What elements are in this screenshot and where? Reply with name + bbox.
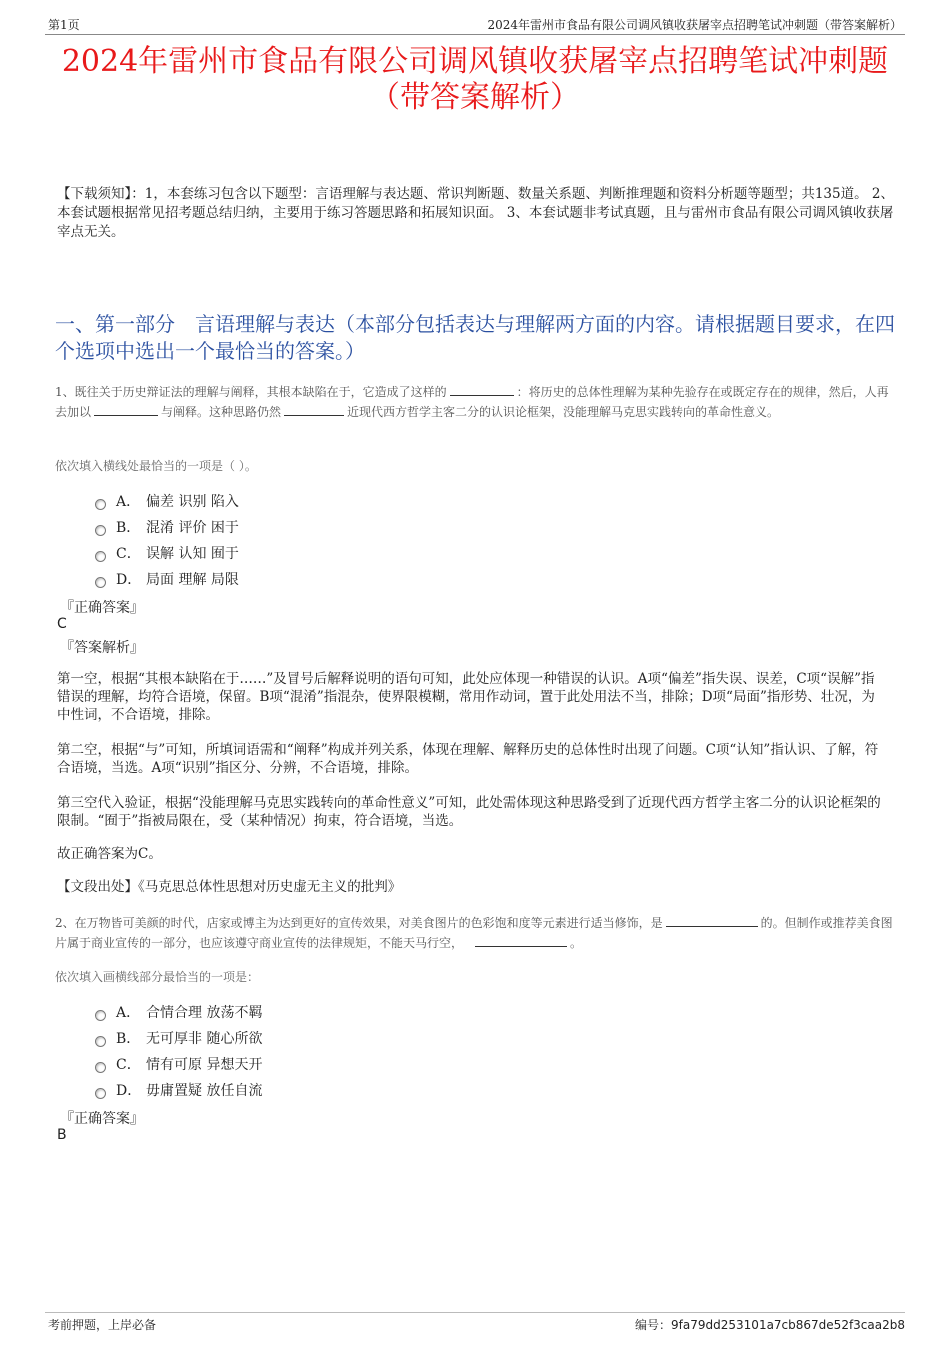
analysis-paragraph-2: 第二空，根据“与”可知，所填词语需和“阐释”构成并列关系，体现在理解、解释历史的总体性时出现了问题。C项“认知”指认识、了解，符合语境，当选。A项“识别”指区分、分辨，不合语境，排除。 [57,742,879,776]
page-header [45,12,905,35]
answer-label: 『正确答案』 [60,600,144,616]
footer-slogan: 考前押题，上岸必备 [48,1318,157,1332]
header-doc-title: 2024年雷州市食品有限公司调风镇收获屠宰点招聘笔试冲刺题（带答案解析） [487,18,902,32]
radio-icon[interactable] [95,525,106,536]
section-title: 一、第一部分 言语理解与表达（本部分包括表达与理解两方面的内容。请根据题目要求，在四个选项中选出一个最恰当的答案。） [55,312,895,363]
analysis-label: 『答案解析』 [60,640,144,656]
blank-1 [666,913,758,927]
answer-value: B [57,1127,67,1143]
analysis-paragraph-1: 第一空，根据“其根本缺陷在于……”及冒号后解释说明的语句可知，此处应体现一种错误的认识。A项“偏差”指失误、误差，C项“误解”指错误的理解，均符合语境，保留。B项“混淆”指混杂，使界限模糊，常用作动词，置于此处用法不当，排除；D项“局面”指形势、壮况，为中性词，不合语境，排除。 [57,671,875,723]
option-a[interactable]: A． 合情合理 放荡不羁 [95,999,262,1025]
option-d[interactable]: D． 毋庸置疑 放任自流 [95,1077,262,1103]
question-1-text: 1、既往关于历史辩证法的理解与阐释，其根本缺陷在于，它造成了这样的 ：将历史的总体性理解为某种先验存在或既定存在的规律，然后，人再去加以 与阐释。这种思路仍然 近现代西方哲学主客二分的认识论框架，没能理解马克思实践转向的革命性意义。 [55,382,895,422]
question-2-text: 2、在万物皆可美颜的时代，店家或博主为达到更好的宣传效果，对美食图片的色彩饱和度等元素进行适当修饰，是 的。但制作或推荐美食图片属于商业宣传的一部分，也应该遵守商业宣传的法律规矩，不能天马行空， 。 [55,913,895,953]
blank-3 [284,402,344,416]
page-title [40,44,910,116]
option-d[interactable]: D． 局面 理解 局限 [95,566,239,592]
option-c[interactable]: C． 误解 认知 囿于 [95,540,239,566]
title-line-2: （带答案解析） [370,80,580,115]
blank-2 [475,933,567,947]
answer-value: C [57,616,67,632]
radio-icon[interactable] [95,1036,106,1047]
radio-icon[interactable] [95,1062,106,1073]
option-c[interactable]: C． 情有可原 异想天开 [95,1051,262,1077]
option-b[interactable]: B． 混淆 评价 困于 [95,514,239,540]
radio-icon[interactable] [95,499,106,510]
download-notice: 【下载须知】：1，本套练习包含以下题型：言语理解与表达题、常识判断题、数量关系题、判断推理题和资料分析题等题型；共135道。 2、本套试题根据常见招考题总结归纳，主要用于练习答题思路和拓展知识面。 3、本套试题非考试真题，且与雷州市食品有限公司调风镇收获屠宰点无关。 [57,186,894,240]
analysis-paragraph-3: 第三空代入验证，根据“没能理解马克思实践转向的革命性意义”可知，此处需体现这种思路受到了近现代西方哲学主客二分的认识论框架的限制。“囿于”指被局限在，受（某种情况）拘束，符合语境，当选。 [57,795,881,829]
footer-code: 编号：9fa79dd253101a7cb867de52f3caa2b8 [635,1318,905,1332]
answer-label: 『正确答案』 [60,1111,144,1127]
question-1-options [95,488,239,592]
radio-icon[interactable] [95,1088,106,1099]
radio-icon[interactable] [95,551,106,562]
radio-icon[interactable] [95,577,106,588]
question-2-options [95,999,262,1103]
source-citation: 【文段出处】《马克思总体性思想对历史虚无主义的批判》 [57,879,402,895]
blank-2 [94,402,158,416]
title-line-1: 2024年雷州市食品有限公司调风镇收获屠宰点招聘笔试冲刺题 [61,44,889,79]
blank-1 [450,382,514,396]
radio-icon[interactable] [95,1010,106,1021]
page-number: 第1页 [48,18,80,32]
option-a[interactable]: A． 偏差 识别 陷入 [95,488,239,514]
page-footer [45,1312,905,1332]
question-1-prompt: 依次填入横线处最恰当的一项是（ ）。 [55,459,257,473]
question-2-prompt: 依次填入画横线部分最恰当的一项是： [55,970,260,984]
option-b[interactable]: B． 无可厚非 随心所欲 [95,1025,262,1051]
analysis-conclusion: 故正确答案为C。 [57,846,162,862]
